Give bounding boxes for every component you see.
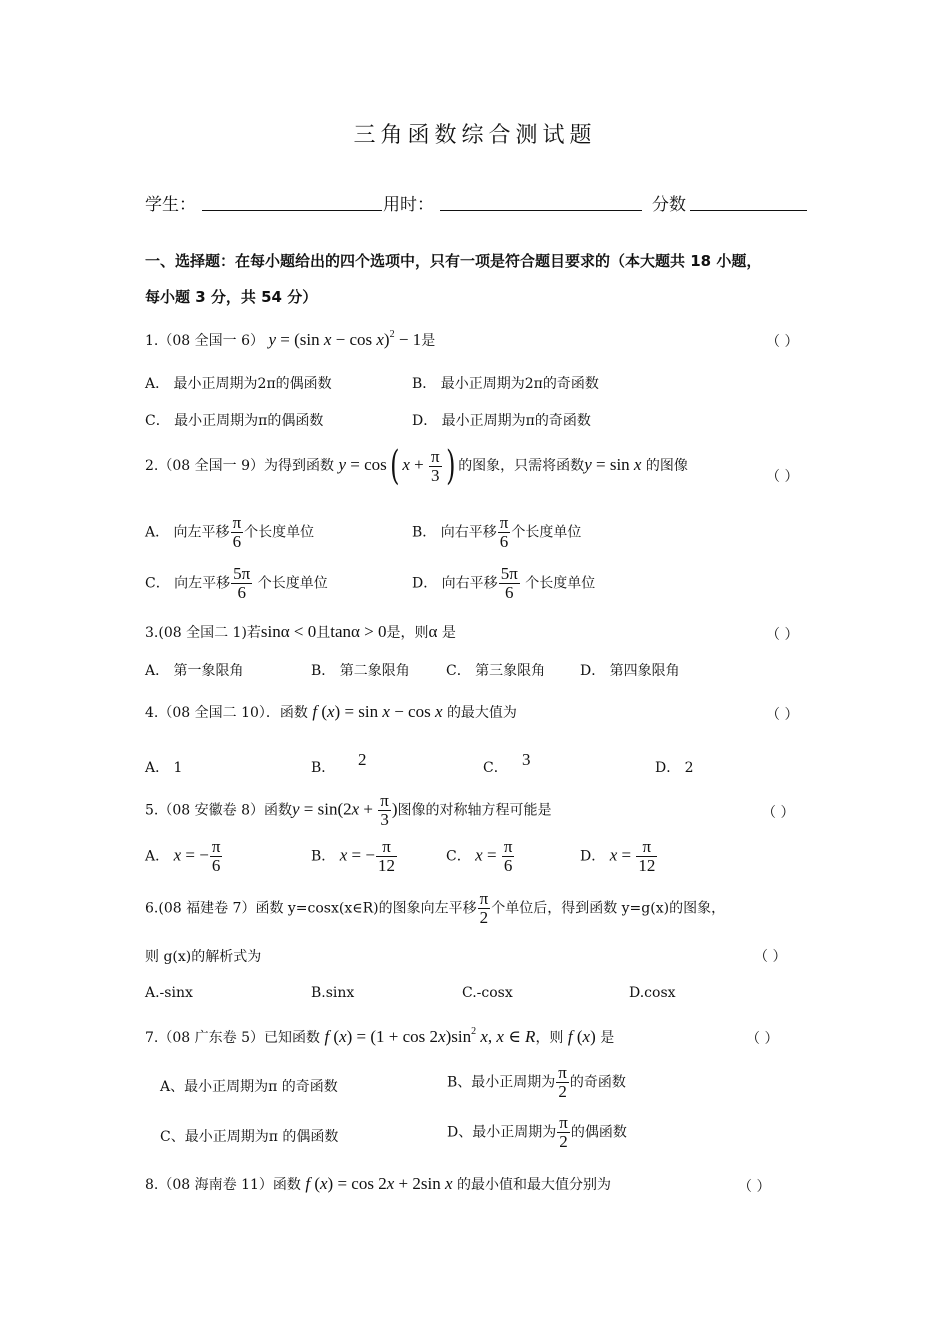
- q2-option-b[interactable]: [412, 514, 581, 551]
- option-label: D． 向右平移: [412, 575, 498, 592]
- math-expression: y = sin(2x +: [291, 799, 378, 819]
- question-text: 的图像: [645, 458, 688, 474]
- question-text: 图像的对称轴方程可能是: [397, 802, 552, 819]
- fraction: $\frac{5\pi}{6}$: [233, 564, 251, 602]
- question-2: 2.（08 全国一 9）为得到函数 y = cos( x + $\frac{\pi}{3}$ ) 的图象，只需将函数y = sin x 的图像: [145, 443, 688, 489]
- fraction: $\frac{\pi}{12}$: [638, 837, 656, 875]
- option-unit: 个长度单位: [525, 575, 596, 592]
- answer-bracket-4[interactable]: （ ）: [766, 707, 799, 723]
- fraction: $\frac{\pi}{2}$: [559, 1113, 568, 1151]
- time-blank[interactable]: [440, 210, 642, 211]
- question-6: [145, 890, 725, 927]
- question-text: ，则: [535, 1030, 564, 1046]
- option-label: C．: [446, 848, 471, 865]
- question-suffix: 是: [421, 333, 436, 349]
- option-label: B．: [311, 760, 336, 776]
- student-blank[interactable]: [202, 210, 382, 211]
- q3-option-d[interactable]: D． 第四象限角: [580, 663, 680, 679]
- question-8: [145, 1174, 611, 1194]
- q1-option-c[interactable]: C． 最小正周期为π的偶函数: [145, 413, 324, 429]
- question-number: 2.: [145, 458, 159, 474]
- fraction: $\frac{5\pi}{6}$: [500, 564, 518, 602]
- question-7: 7.（08 广东卷 5）已知函数 f $(x) = (1 + \cos 2x)\sin^2$ x, x ∈ R，则 f (x) 是: [145, 1026, 615, 1046]
- fraction: $\frac{\pi}{12}$: [377, 837, 395, 875]
- fraction: $\frac{\pi}{2}$: [558, 1063, 567, 1101]
- math-expression: y = (sin x − cos x)$^2$ − 1: [268, 329, 422, 349]
- page-title: 三角函数综合测试题: [353, 123, 597, 148]
- question-text: 若: [246, 625, 261, 641]
- question-text: 的最大值为: [446, 705, 517, 721]
- left-paren: (: [389, 443, 400, 489]
- math-expression: f $(x) = (1 + \cos 2x)\sin^2$ x, x ∈ R: [324, 1026, 536, 1046]
- question-text: 是，则: [386, 625, 429, 641]
- q6-option-b[interactable]: B.sinx: [311, 985, 355, 1001]
- question-4: [145, 702, 517, 722]
- question-3: 3.(08 全国二 1)若sinα < 0且tanα > 0是，则α 是: [145, 622, 456, 641]
- right-paren: ): [445, 443, 456, 489]
- q5-option-c[interactable]: C． x = $\frac{\pi}{6}$: [446, 837, 513, 875]
- q7-option-d[interactable]: [447, 1114, 627, 1151]
- q1-option-b[interactable]: B． 最小正周期为2π的奇函数: [412, 376, 599, 392]
- question-number: 1.: [145, 333, 159, 349]
- q6-option-c[interactable]: C.-cosx: [462, 985, 513, 1001]
- math-expression: sinα < 0: [260, 622, 317, 641]
- q7-option-a[interactable]: A、最小正周期为π 的奇函数: [160, 1079, 338, 1095]
- question-number: 8.: [145, 1177, 159, 1193]
- option-label: C．: [483, 760, 508, 776]
- fraction: $\frac{\pi}{6}$: [211, 837, 221, 875]
- math-expression: f (x) = cos 2x + 2sin x: [305, 1174, 453, 1193]
- option-unit: 个长度单位: [511, 524, 582, 541]
- q2-option-d[interactable]: [412, 565, 595, 602]
- question-source: (08 福建卷 7）函数 y=cosx(x∈R)的图象向左平移: [158, 900, 477, 917]
- option-label: B．: [311, 848, 336, 865]
- option-value: 2: [358, 750, 367, 769]
- question-text: 且: [316, 625, 331, 641]
- fraction: $\frac{\pi}{6}$: [232, 513, 242, 551]
- math-expression: tanα > 0: [330, 622, 387, 641]
- q6-option-a[interactable]: A.-sinx: [145, 985, 193, 1001]
- option-suffix: 的奇函数: [569, 1074, 626, 1091]
- score-blank[interactable]: [690, 210, 807, 211]
- question-text: 的最小值和最大值分别为: [456, 1177, 611, 1193]
- student-label: 学生：: [145, 195, 196, 215]
- question-number: 7.: [145, 1030, 159, 1046]
- sqrt-2: [358, 750, 367, 770]
- q4-option-d[interactable]: D． 2: [655, 760, 694, 776]
- question-text: 是: [441, 625, 456, 641]
- q4-option-b[interactable]: [311, 757, 335, 777]
- answer-bracket-7[interactable]: （ ）: [746, 1031, 779, 1047]
- question-source: （08 全国二 10）．函数: [158, 705, 308, 721]
- question-text: 个单位后，得到函数 y=g(x)的图象，: [491, 900, 726, 917]
- q7-option-b[interactable]: [447, 1064, 626, 1101]
- answer-bracket-3[interactable]: （ ）: [766, 627, 799, 643]
- time-label: 用时：: [383, 195, 434, 215]
- q4-option-c[interactable]: [483, 757, 508, 777]
- question-source: (08 全国二 1): [158, 625, 247, 641]
- fraction: $\frac{\pi}{3}$: [380, 791, 389, 829]
- section-heading-line1: 一、选择题：在每小题给出的四个选项中，只有一项是符合题目要求的（本大题共 18 小题，: [145, 252, 762, 270]
- option-label: D、最小正周期为: [447, 1124, 557, 1141]
- math-expression: y = cos: [338, 455, 387, 474]
- q7-option-c[interactable]: C、最小正周期为π 的偶函数: [160, 1129, 339, 1145]
- q1-option-d[interactable]: D． 最小正周期为π的奇函数: [412, 413, 591, 429]
- option-label: B、最小正周期为: [447, 1074, 556, 1091]
- option-label: A． 向左平移: [145, 524, 230, 541]
- option-suffix: 的偶函数: [570, 1124, 627, 1141]
- question-number: 3.: [145, 625, 159, 641]
- option-unit: 个长度单位: [257, 575, 328, 592]
- answer-bracket-6[interactable]: （ ）: [754, 949, 787, 965]
- q2-option-c[interactable]: [145, 565, 328, 602]
- question-number: 5.: [145, 802, 159, 819]
- fraction: $\frac{\pi}{6}$: [503, 837, 513, 875]
- option-label: B． 向右平移: [412, 524, 497, 541]
- question-5: 5.（08 安徽卷 8）函数y = sin(2x + $\frac{\pi}{3}$ )图像的对称轴方程可能是: [145, 791, 552, 829]
- q4-option-a[interactable]: A． 1: [145, 760, 183, 776]
- q5-option-d[interactable]: D． x = $\frac{\pi}{12}$: [580, 837, 656, 875]
- q6-option-d[interactable]: D.cosx: [629, 985, 676, 1001]
- math-expression: f (x) = sin x − cos x: [312, 702, 443, 721]
- option-label: D．: [580, 848, 606, 865]
- option-unit: 个长度单位: [244, 524, 315, 541]
- option-value: 3: [522, 750, 531, 769]
- question-source: （08 广东卷 5）已知函数: [158, 1030, 320, 1046]
- question-text: 为得到函数: [263, 458, 334, 474]
- option-label: A．: [145, 848, 170, 865]
- answer-bracket-1[interactable]: （ ）: [766, 334, 799, 350]
- score-label: 分数: [652, 195, 686, 215]
- q1-option-a[interactable]: A． 最小正周期为2π的偶函数: [145, 376, 332, 392]
- question-source: （08 安徽卷 8）函数: [158, 802, 292, 819]
- answer-bracket-8[interactable]: （ ）: [738, 1179, 771, 1195]
- answer-bracket-2[interactable]: （ ）: [766, 469, 799, 485]
- q3-option-c[interactable]: C． 第三象限角: [446, 663, 546, 679]
- section-heading-line2: 每小题 3 分，共 54 分）: [145, 288, 318, 306]
- answer-bracket-5[interactable]: （ ）: [762, 805, 795, 821]
- fraction: $\frac{\pi}{2}$: [479, 889, 489, 927]
- question-source: （08 全国一 9）: [158, 458, 264, 474]
- question-source: （08 海南卷 11）函数: [158, 1177, 301, 1193]
- q2-option-a[interactable]: [145, 514, 314, 551]
- option-label: C． 向左平移: [145, 575, 231, 592]
- q5-option-b[interactable]: B． x = − $\frac{\pi}{12}$: [311, 837, 395, 875]
- fraction: $\frac{\pi}{3}$: [430, 446, 440, 485]
- question-number: 6.: [145, 900, 159, 917]
- question-1: [145, 329, 435, 350]
- question-source: （08 全国一 6）: [158, 333, 264, 349]
- q5-option-a[interactable]: A． x = − $\frac{\pi}{6}$: [145, 837, 221, 875]
- fraction: $\frac{\pi}{6}$: [499, 513, 509, 551]
- sqrt-3: [522, 750, 531, 770]
- question-text: 是: [600, 1030, 615, 1046]
- question-6-line2: 则 g(x)的解析式为: [145, 949, 262, 965]
- q3-option-b[interactable]: B． 第二象限角: [311, 663, 410, 679]
- question-number: 4.: [145, 705, 159, 721]
- question-text: 的图象，只需将函数: [458, 458, 585, 474]
- q3-option-a[interactable]: A． 第一象限角: [145, 663, 244, 679]
